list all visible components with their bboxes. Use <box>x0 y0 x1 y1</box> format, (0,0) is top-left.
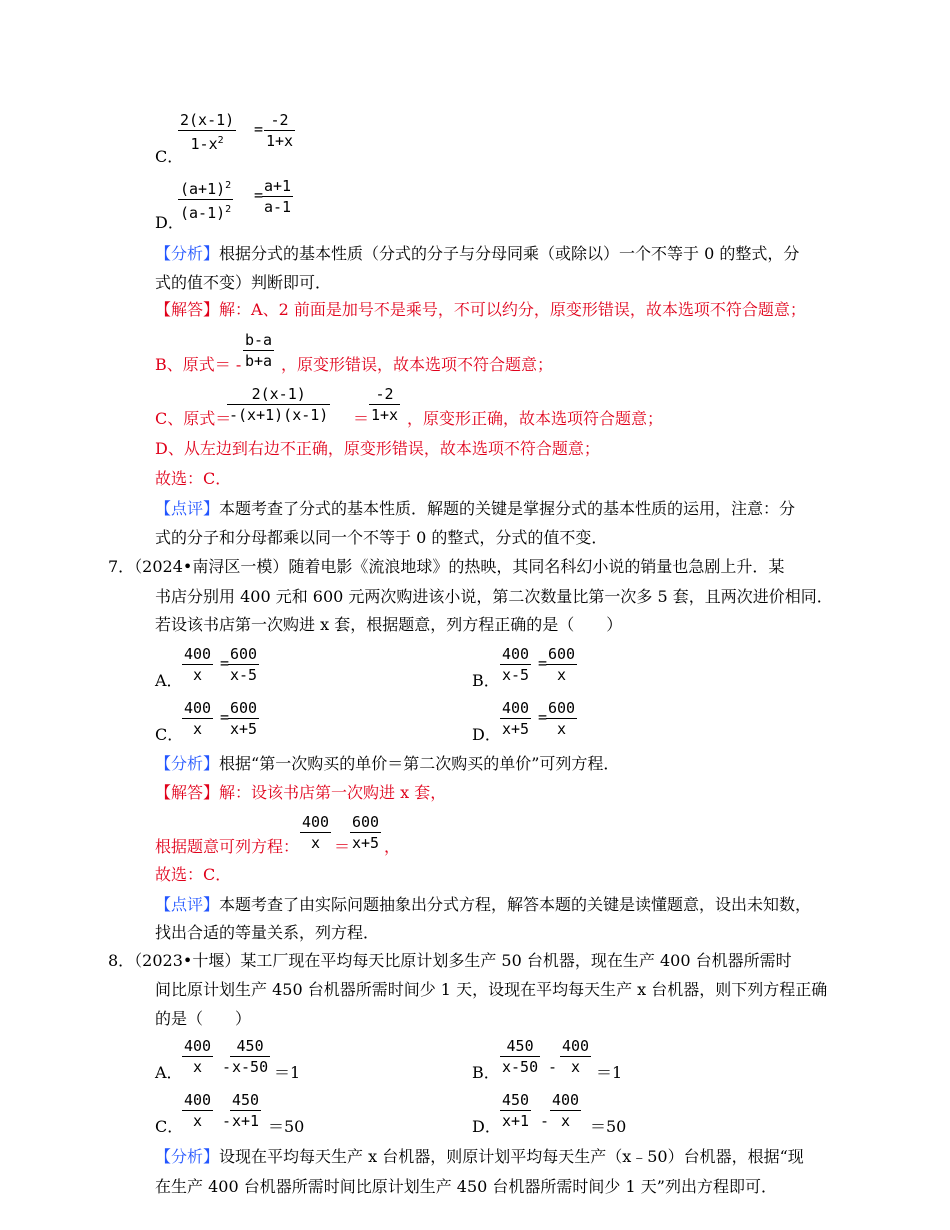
q7-option-c-eq: = <box>220 708 230 726</box>
q7-analysis: 【分析】根据“第一次购买的单价＝第二次购买的单价”可列方程． <box>155 754 620 773</box>
q8-option-a-rhs: ＝1 <box>274 1063 301 1082</box>
q8-option-c-minus: - <box>222 1112 232 1130</box>
q7-option-a-fraction1: $\frac{400}{x}$ <box>184 645 212 684</box>
q8-option-b-fraction2: $\frac{400}{x}$ <box>562 1037 590 1076</box>
q8-option-a-label: A． <box>155 1063 183 1082</box>
q8-stem-line3: 的是（ ） <box>155 1009 252 1028</box>
q6-analysis-line2: 式的值不变）判断即可． <box>155 273 332 292</box>
q8-option-a-minus: - <box>222 1058 232 1076</box>
q6-comment-line2: 式的分子和分母都乘以同一个不等于 0 的整式，分式的值不变． <box>155 528 608 547</box>
q7-equation-eq: ＝ <box>334 837 351 856</box>
q6-answer-b-prefix: B、原式＝ - <box>155 355 242 374</box>
q8-option-c-fraction2: $\frac{450}{x+1}$ <box>232 1091 260 1130</box>
q7-equation-prefix: 根据题意可列方程： <box>155 837 300 856</box>
q7-option-c-fraction2: $\frac{600}{x+5}$ <box>230 699 258 738</box>
q6-comment-line1: 【点评】本题考查了分式的基本性质．解题的关键是掌握分式的基本性质的运用，注意：分 <box>155 499 796 518</box>
q7-equation-fraction1: $\frac{400}{x}$ <box>302 813 330 852</box>
q7-option-d-fraction2: $\frac{600}{x}$ <box>548 699 576 738</box>
q7-option-b-fraction2: $\frac{600}{x}$ <box>548 645 576 684</box>
q6-option-c-label: C． <box>155 147 184 166</box>
q8-option-c-fraction1: $\frac{400}{x}$ <box>184 1091 212 1130</box>
q7-answer: 【解答】解：设该书店第一次购进 x 套， <box>155 783 447 802</box>
q7-option-d-label: D． <box>472 725 501 744</box>
q7-option-b-label: B． <box>472 671 500 690</box>
q6-option-c-eq: = <box>254 120 264 138</box>
q6-answer-c-eq: ＝ <box>353 409 370 428</box>
q6-answer-b-suffix: ，原变形错误，故本选项不符合题意； <box>281 355 554 374</box>
q8-option-d-fraction2: $\frac{400}{x}$ <box>552 1091 580 1130</box>
q6-answer-c-suffix: ，原变形正确，故本选项符合题意； <box>407 409 664 428</box>
q7-option-b-eq: = <box>538 654 548 672</box>
q7-equation-fraction2: $\frac{600}{x+5}$ <box>352 813 380 852</box>
q6-answer-c-fraction1: $\frac{2(x-1)}{-(x+1)(x-1)}$ <box>229 385 329 424</box>
q7-stem-line2: 书店分别用 400 元和 600 元两次购进该小说，第二次数量比第一次多 5 套，且两次进价相同． <box>155 587 833 606</box>
q8-option-c-rhs: ＝50 <box>268 1117 305 1136</box>
q6-answer-c-fraction2: $\frac{-2}{1+x}$ <box>371 385 399 424</box>
q6-analysis-line1: 【分析】根据分式的基本性质（分式的分子与分母同乘（或除以）一个不等于 0 的整式，分 <box>155 244 800 263</box>
q7-option-c-fraction1: $\frac{400}{x}$ <box>184 699 212 738</box>
q6-answer-line1: 【解答】解：A、2 前面是加号不是乘号，不可以约分，原变形错误，故本选项不符合题意； <box>155 300 806 319</box>
q6-option-d-rhs-fraction: $\frac{a+1}{a-1}$ <box>264 177 292 216</box>
q8-option-d-fraction1: $\frac{450}{x+1}$ <box>502 1091 530 1130</box>
q8-stem-line2: 间比原计划生产 450 台机器所需时间少 1 天，设现在平均每天生产 x 台机器，则下列方程正确 <box>155 980 828 999</box>
q7-option-a-label: A． <box>155 671 183 690</box>
q7-option-b-fraction1: $\frac{400}{x-5}$ <box>502 645 530 684</box>
q8-option-a-fraction2: $\frac{450}{x-50}$ <box>232 1037 269 1076</box>
q7-stem-line3: 若设该书店第一次购进 x 套，根据题意，列方程正确的是（ ） <box>155 615 623 634</box>
q8-option-b-minus: - <box>548 1058 558 1076</box>
q8-option-b-label: B． <box>472 1063 500 1082</box>
q8-option-b-rhs: ＝1 <box>596 1063 623 1082</box>
q8-option-c-label: C． <box>155 1117 184 1136</box>
q7-option-d-fraction1: $\frac{400}{x+5}$ <box>502 699 530 738</box>
q8-option-a-fraction1: $\frac{400}{x}$ <box>184 1037 212 1076</box>
q7-option-d-eq: = <box>538 708 548 726</box>
q8-option-d-minus: - <box>540 1112 550 1130</box>
q7-stem-line1: 7．（2024•南浔区一模）随着电影《流浪地球》的热映，其同名科幻小说的销量也急剧上升．某 <box>108 557 785 576</box>
q6-option-c-lhs-fraction: $\frac{2(x-1)}{1-x^2}$ <box>180 111 235 153</box>
q7-comment-line1: 【点评】本题考查了由实际问题抽象出分式方程，解答本题的关键是读懂题意，设出未知数， <box>155 895 812 914</box>
q8-option-d-rhs: ＝50 <box>590 1117 627 1136</box>
q6-option-d-label: D． <box>155 213 184 232</box>
q7-comment-line2: 找出合适的等量关系，列方程． <box>155 923 380 942</box>
q7-option-c-label: C． <box>155 725 184 744</box>
q8-analysis-line2: 在生产 400 台机器所需时间比原计划生产 450 台机器所需时间少 1 天”列出方程即可． <box>155 1177 777 1196</box>
q7-option-a-fraction2: $\frac{600}{x-5}$ <box>230 645 258 684</box>
q6-option-c-rhs-fraction: $\frac{-2}{1+x}$ <box>266 111 294 150</box>
q7-option-a-eq: = <box>220 654 230 672</box>
q6-answer-c-prefix: C、原式＝ <box>155 409 232 428</box>
q6-option-d-lhs-fraction: $\frac{(a+1)^2}{(a-1)^2}$ <box>178 176 233 223</box>
q6-answer-b-fraction: $\frac{b-a}{b+a}$ <box>245 331 273 370</box>
q7-equation-end: ， <box>384 837 401 856</box>
q6-option-d-eq: = <box>254 186 264 204</box>
q6-answer-d-line: D、从左边到右边不正确，原变形错误，故本选项不符合题意； <box>155 439 600 458</box>
q7-choose: 故选：C． <box>155 865 232 884</box>
q8-option-d-label: D． <box>472 1117 501 1136</box>
q6-choose: 故选：C． <box>155 469 232 488</box>
q8-stem-line1: 8．（2023•十堰）某工厂现在平均每天比原计划多生产 50 台机器，现在生产 400 台机器所需时 <box>108 951 792 970</box>
q8-analysis-line1: 【分析】设现在平均每天生产 x 台机器，则原计划平均每天生产（x﹣50）台机器，根据“现 <box>155 1147 804 1166</box>
q8-option-b-fraction1: $\frac{450}{x-50}$ <box>502 1037 539 1076</box>
